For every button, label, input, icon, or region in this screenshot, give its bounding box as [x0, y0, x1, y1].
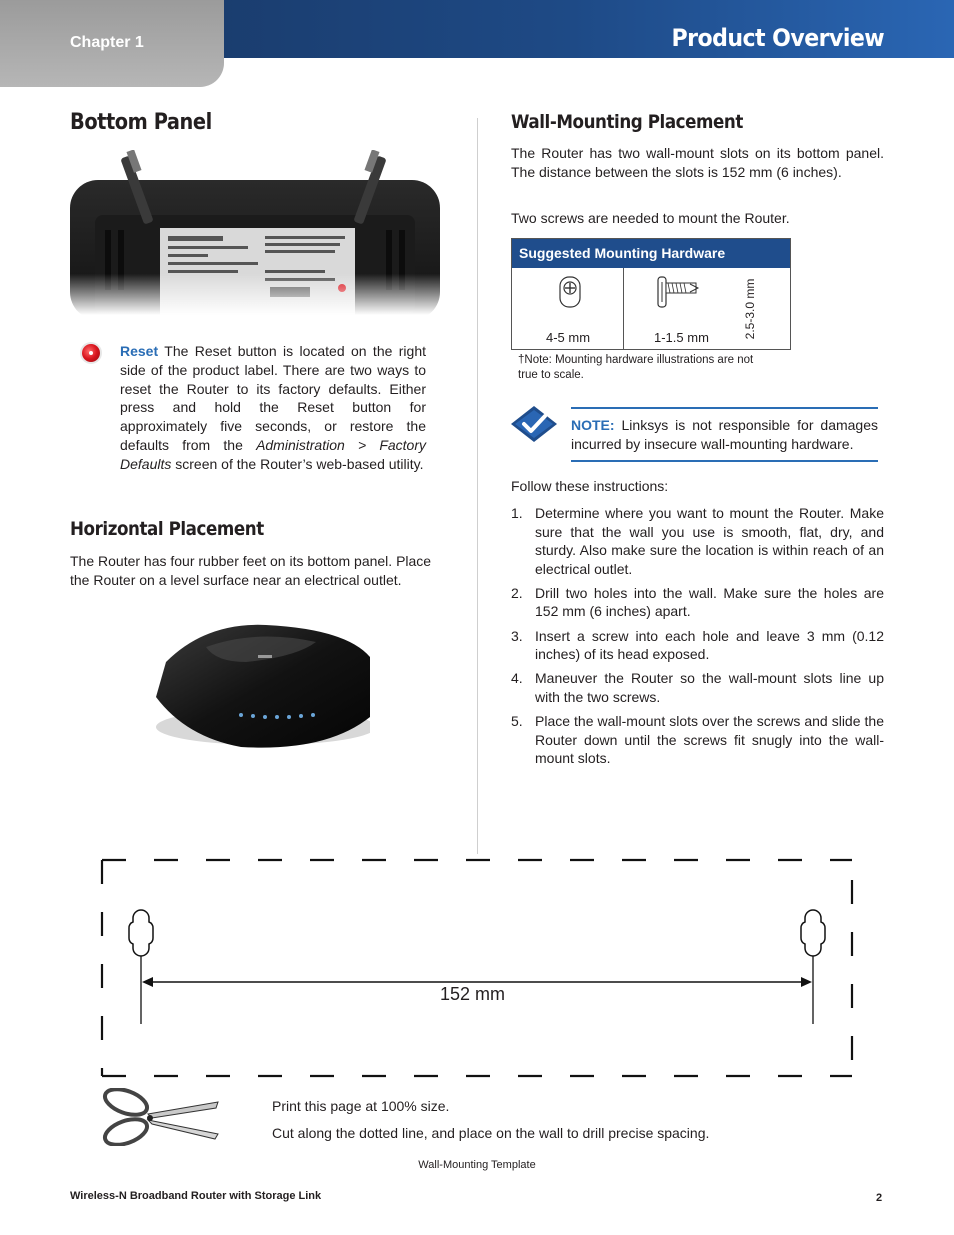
reset-menu-path: Administration > Factory Defaults — [120, 436, 426, 472]
note-bottom-rule — [571, 460, 878, 462]
print-instruction: Print this page at 100% size. — [272, 1098, 450, 1114]
screw-head-size: 4-5 mm — [546, 330, 591, 345]
reset-label: Reset — [120, 343, 159, 359]
scissors-icon — [100, 1088, 220, 1146]
cut-instruction: Cut along the dotted line, and place on the wall to drill precise spacing. — [272, 1125, 710, 1141]
screw-shaft-size: 1-1.5 mm — [654, 330, 709, 345]
wall-mounting-template — [95, 852, 860, 1084]
distance-label: 152 mm — [440, 984, 506, 1004]
note-top-rule — [571, 407, 878, 409]
column-divider — [477, 118, 478, 854]
wall-mounting-heading: Wall-Mounting Placement — [511, 111, 743, 133]
chapter-tab — [0, 0, 224, 87]
screw-shaft-cell — [624, 268, 791, 350]
bottom-panel-heading: Bottom Panel — [70, 110, 212, 135]
reset-text-part-2: screen of the Router’s web-based utility. — [175, 455, 424, 472]
mounting-steps-list — [511, 504, 884, 773]
chapter-label: Chapter 1 — [70, 34, 144, 51]
template-caption: Wall-Mounting Template — [418, 1159, 536, 1171]
right-keyhole-slot — [801, 910, 825, 1024]
checkmark-note-icon — [510, 405, 558, 443]
horizontal-placement-heading: Horizontal Placement — [70, 518, 264, 540]
hardware-table-title: Suggested Mounting Hardware — [512, 239, 790, 268]
reset-text-part-1: The Reset button is located on the right side of the product label. There are two ways to reset the Router to its factory defaults. Either press and hold the Reset button for approximately five seconds, or restore the defaults from the — [120, 343, 426, 453]
reset-button-icon — [82, 344, 100, 362]
page-number: 2 — [876, 1192, 883, 1204]
list-item: 3. Insert a screw into each hole and leave 3 mm (0.12 inches) of its head exposed. — [511, 627, 884, 663]
screw-head-icon — [559, 276, 581, 308]
list-item: 1. Determine where you want to mount the Router. Make sure that the wall you use is smooth, flat, dry, and sturdy. Also make sure the location is within reach of an electrical outlet. — [511, 505, 884, 577]
screws-needed-text: Two screws are needed to mount the Router. — [511, 210, 790, 226]
note-label: NOTE: — [571, 417, 615, 433]
router-front-image — [146, 617, 370, 752]
screw-length: 2.5-3.0 mm — [743, 278, 757, 340]
screw-head-cell — [512, 268, 624, 350]
screw-side-icon — [656, 276, 706, 308]
list-item: 5. Place the wall-mount slots over the screws and slide the Router down until the screws fit snugly into the wall-mount slots. — [511, 712, 884, 767]
footer-product-name: Wireless-N Broadband Router with Storage Link — [70, 1190, 322, 1202]
hardware-note: †Note: Mounting hardware illustrations are not true to scale. — [518, 354, 754, 381]
horizontal-placement-text: The Router has four rubber feet on its bottom panel. Place the Router on a level surface near an electrical outlet. — [70, 553, 432, 588]
left-keyhole-slot — [129, 910, 153, 1024]
list-item: 4. Maneuver the Router so the wall-mount slots line up with the two screws. — [511, 670, 884, 705]
reset-description — [120, 342, 426, 474]
mounting-hardware-table — [511, 238, 791, 350]
note-text: Linksys is not responsible for damages incurred by insecure wall-mounting hardware. — [571, 417, 879, 452]
page-title: Product Overview — [671, 24, 884, 52]
note-box — [571, 416, 878, 454]
list-item: 2. Drill two holes into the wall. Make sure the holes are 152 mm (6 inches) apart. — [511, 584, 884, 620]
follow-instructions-text: Follow these instructions: — [511, 478, 669, 494]
wall-mounting-text: The Router has two wall-mount slots on its bottom panel. The distance between the slots is 152 mm (6 inches). — [511, 145, 884, 180]
router-bottom-panel-image — [70, 150, 440, 315]
